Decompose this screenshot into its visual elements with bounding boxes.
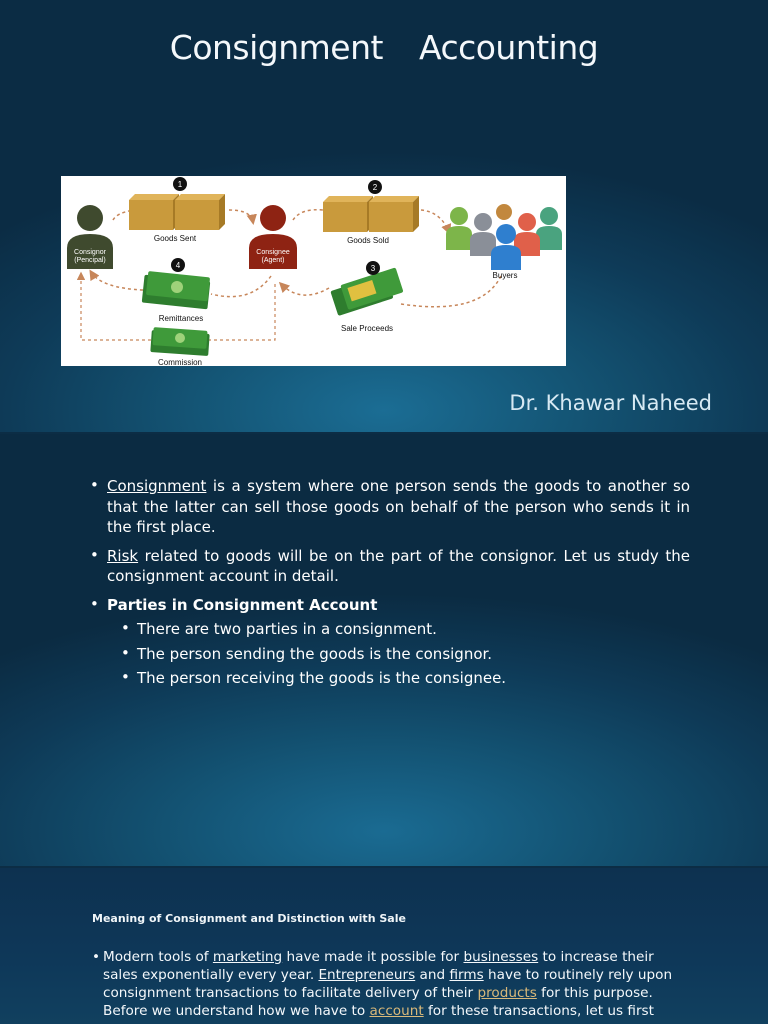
sub-item: • There are two parties in a consignment. [121, 619, 690, 640]
step-1-number: 1 [177, 180, 183, 189]
text-run: have to routinely rely upon consignment transactions to facilitate delivery of their [103, 967, 673, 1001]
link-businesses[interactable]: businesses [463, 949, 539, 965]
buyers-group-icon [446, 204, 562, 270]
risk-text: related to goods will be on the part of the consignor. Let us study the consignment account in detail. [107, 546, 690, 585]
remittances-money-icon [142, 271, 211, 309]
bullet-parties [90, 595, 690, 689]
consignment-term: Consignment [107, 477, 207, 495]
buyers-label: Buyers [492, 271, 518, 280]
meaning-paragraph [92, 948, 692, 1020]
slide-parties [0, 434, 768, 866]
sub-item: • The person sending the goods is the consignor. [121, 644, 690, 665]
goods-sold-label: Goods Sold [347, 236, 389, 245]
step-2-number: 2 [372, 183, 378, 192]
text-run: for this purpose. Before we understand how we have to [103, 985, 653, 1019]
bullet-list [90, 476, 690, 697]
arrow-goods-sold [293, 210, 323, 220]
author-name: Dr. Khawar Naheed [509, 391, 712, 415]
arrow-to-consignee-return [281, 284, 329, 295]
link-entrepreneurs[interactable]: Entrepreneurs [318, 967, 416, 983]
goods-sent-label: Goods Sent [153, 234, 197, 243]
link-account[interactable]: account [369, 1003, 424, 1019]
goods-sent-boxes-icon [129, 194, 225, 230]
meaning-heading: Meaning of Consignment and Distinction with Sale [92, 912, 406, 925]
text-run: Modern tools of [103, 949, 213, 965]
text-run: for these transactions, let us first [423, 1003, 654, 1019]
sale-proceeds-label: Sale Proceeds [340, 324, 394, 333]
bullet-consignment [90, 476, 690, 538]
goods-sold-boxes-icon [323, 196, 419, 232]
slide-title [0, 0, 768, 432]
step-3-number: 3 [370, 264, 376, 273]
slide-title-heading: Consignment Accounting [169, 28, 599, 67]
consignee-label: Consignee [256, 249, 290, 256]
arrow-remittances [211, 276, 271, 297]
text-run: to increase their sales exponentially every year. [103, 949, 654, 983]
step-4-number: 4 [175, 261, 181, 270]
meaning-list [92, 948, 692, 1020]
consignee-sublabel: (Agent) [261, 257, 285, 264]
arrow-to-consignee [229, 210, 253, 222]
commission-label: Commission [157, 358, 203, 366]
text-run: have made it possible for [282, 949, 464, 965]
consignor-label: Consignor [74, 249, 106, 256]
consignment-definition: is a system where one person sends the goods to another so that the latter can sell those goods on behalf of the person who sends it in the first place. [107, 477, 690, 536]
link-marketing[interactable]: marketing [212, 949, 283, 965]
slide-meaning [0, 868, 768, 1024]
commission-money-icon [150, 327, 209, 356]
arrow-sale-proceeds [401, 276, 501, 307]
arrow-to-buyers [421, 210, 449, 232]
sale-proceeds-money-icon [330, 267, 403, 316]
link-firms[interactable]: firms [449, 967, 484, 983]
sub-item: • The person receiving the goods is the consignee. [121, 668, 690, 689]
remittances-label: Remittances [158, 314, 204, 323]
parties-heading: Parties in Consignment Account [107, 595, 378, 614]
consignor-sublabel: (Pencipal) [74, 257, 106, 264]
consignment-diagram [61, 176, 566, 366]
text-run: and [415, 967, 450, 983]
parties-sublist [107, 619, 690, 689]
bullet-risk [90, 546, 690, 587]
link-products[interactable]: products [477, 985, 537, 1001]
risk-term: Risk [107, 546, 139, 565]
arrow-to-consignor [91, 272, 143, 290]
